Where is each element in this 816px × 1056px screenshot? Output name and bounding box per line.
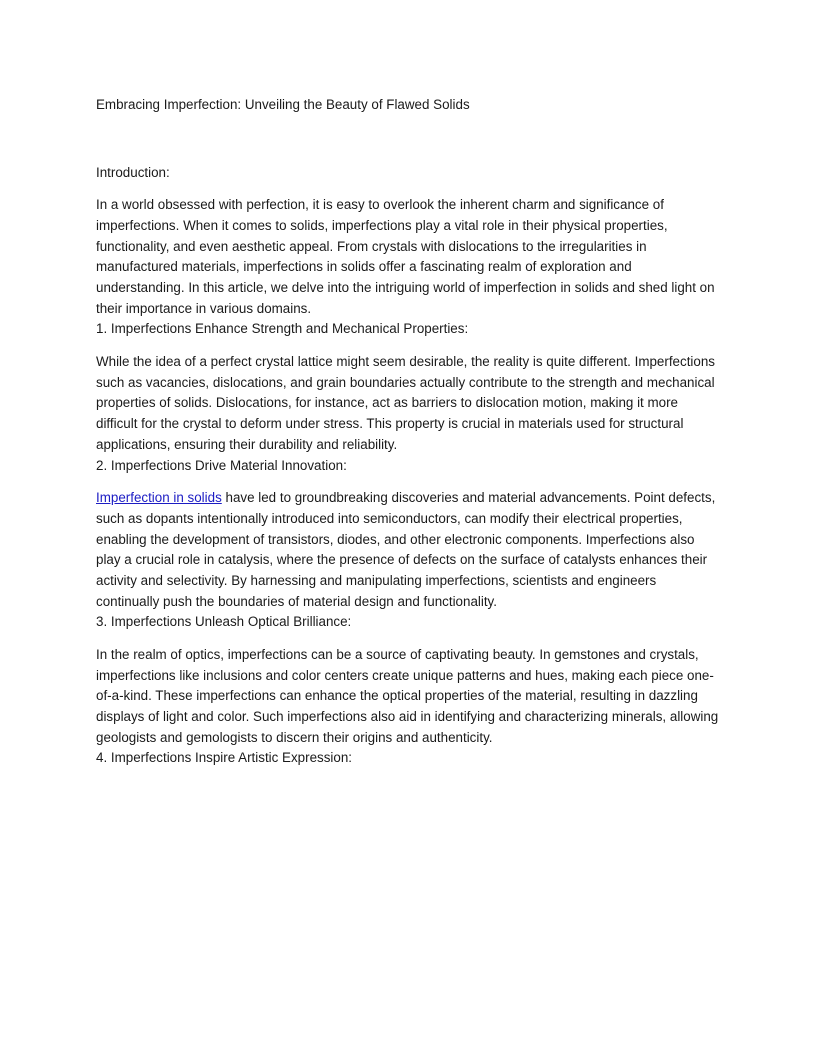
document-page	[96, 95, 722, 781]
intro-heading: Introduction:	[96, 164, 170, 180]
imperfection-in-solids-link[interactable]: Imperfection in solids	[96, 490, 222, 506]
document-title: Embracing Imperfection: Unveiling the Beauty of Flawed Solids	[96, 97, 470, 112]
intro-paragraph: In a world obsessed with perfection, it is easy to overlook the inherent charm and significance of imperfections. When it comes to solids, imperfections play a vital role in their physical properties, functionality, and even aesthetic appeal. From crystals with dislocations to the irregularities in manufactured materials, imperfections in solids offer a fascinating realm of exploration and understanding. In this article, we delve into the intriguing world of imperfection in solids and shed light on their importance in various domains.	[96, 197, 715, 316]
section1-heading: 1. Imperfections Enhance Strength and Mechanical Properties:	[96, 321, 469, 337]
section3-paragraph: In the realm of optics, imperfections can be a source of captivating beauty. In gemstones and crystals, imperfections like inclusions and color centers create unique patterns and hues, making each piece one-of-a-kind. These imperfections can enhance the optical properties of the material, resulting in dazzling displays of light and color. Such imperfections also aid in identifying and characterizing minerals, allowing geologists and gemologists to discern their origins and authenticity.	[96, 646, 719, 745]
section2-heading: 2. Imperfections Drive Material Innovation:	[96, 457, 347, 473]
section2-text: have led to groundbreaking discoveries and material advancements. Point defects, such as dopants intentionally introduced into semiconductors, can modify their electrical properties, enabling the development of transistors, diodes, and other electronic components. Imperfections also play a crucial role in catalysis, where the presence of defects on the surface of catalysts enhances their activity and selectivity. By harnessing and manipulating imperfections, scientists and engineers continually push the boundaries of material design and functionality.	[96, 490, 716, 609]
section4-heading: 4. Imperfections Inspire Artistic Expression:	[96, 750, 353, 766]
section2-paragraph	[96, 488, 722, 612]
section1-paragraph: While the idea of a perfect crystal lattice might seem desirable, the reality is quite different. Imperfections such as vacancies, dislocations, and grain boundaries actually contribute to the strength and mechanical properties of solids. Dislocations, for instance, act as barriers to dislocation motion, making it more difficult for the crystal to deform under stress. This property is crucial in materials used for structural applications, ensuring their durability and reliability.	[96, 354, 715, 452]
section3-heading: 3. Imperfections Unleash Optical Brilliance:	[96, 614, 352, 630]
